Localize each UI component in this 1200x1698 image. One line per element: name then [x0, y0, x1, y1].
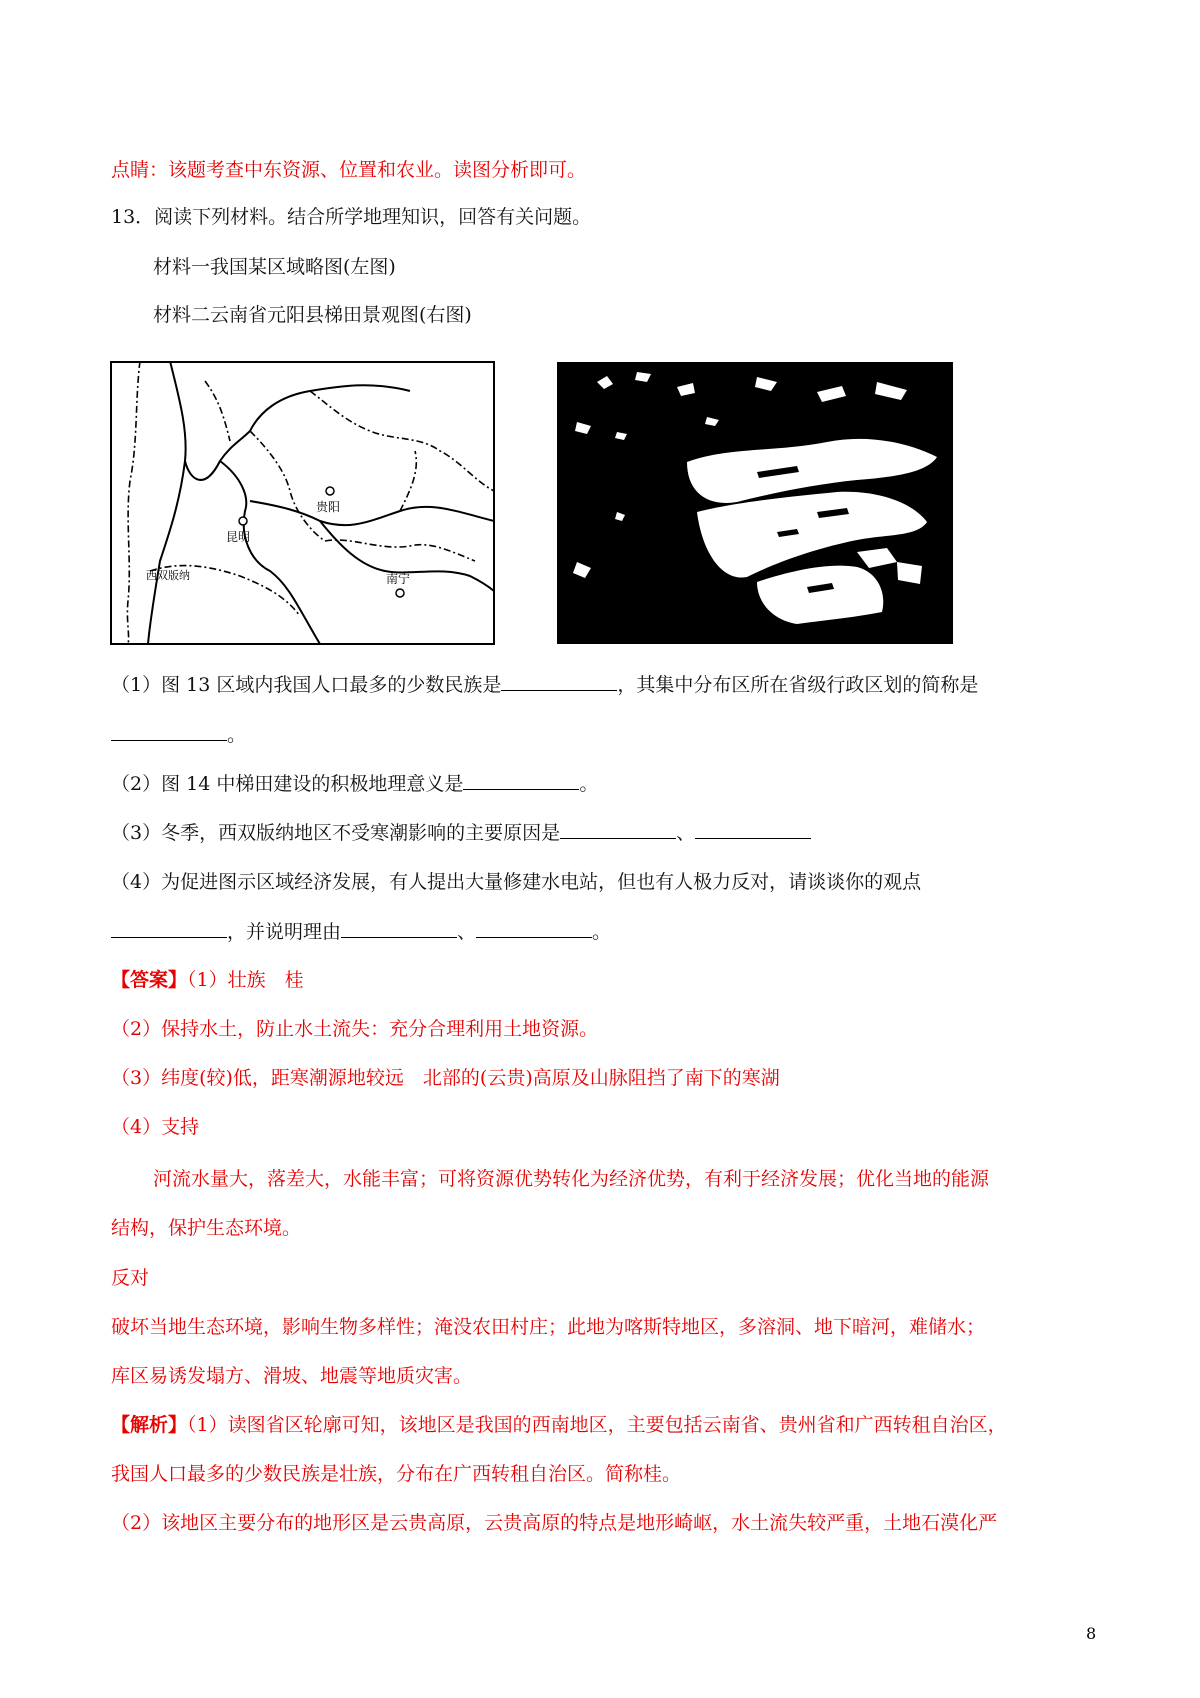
- sub-question-4: （4）为促进图示区域经济发展，有人提出大量修建水电站，但也有人极力反对，请谈谈你的观点: [111, 871, 922, 893]
- material-1: 材料一我国某区域略图(左图): [153, 256, 396, 278]
- answer-support-1: 河流水量大，落差大，水能丰富；可将资源优势转化为经济优势，有利于经济发展；优化当地的能源: [153, 1168, 990, 1190]
- question-13-stem: 13．阅读下列材料。结合所学地理知识，回答有关问题。: [111, 206, 592, 228]
- answer-oppose-2: 库区易诱发塌方、滑坡、地震等地质灾害。: [111, 1365, 473, 1387]
- answer-blank: [463, 771, 579, 790]
- region-map: [110, 361, 495, 645]
- label-kunming: 昆明: [226, 530, 251, 544]
- tip-line: 点睛：该题考查中东资源、位置和农业。读图分析即可。: [111, 159, 587, 181]
- analysis-label: 【解析】: [111, 1414, 188, 1436]
- answer-label: 【答案】: [111, 969, 188, 991]
- answer-line-3: （3）纬度(较)低，距寒潮源地较远 北部的(云贵)高原及山脉阻挡了南下的寒湖: [111, 1067, 780, 1089]
- label-nanning: 南宁: [386, 572, 411, 586]
- answer-blank: [501, 672, 617, 691]
- answer-line-1: 【答案】（1）壮族 桂: [111, 969, 304, 991]
- analysis-line-3: （2）该地区主要分布的地形区是云贵高原，云贵高原的特点是地形崎岖，水土流失较严重，土地石漠化严: [111, 1512, 998, 1534]
- sub-question-4-cont: ，并说明理由 、 。: [111, 919, 611, 945]
- terrace-photo: [557, 362, 953, 644]
- material-2: 材料二云南省元阳县梯田景观图(右图): [153, 304, 472, 326]
- answer-line-2: （2）保持水土，防止水土流失：充分合理利用土地资源。: [111, 1018, 599, 1040]
- answer-blank: [111, 919, 227, 938]
- answer-blank: [560, 820, 676, 839]
- answer-oppose: 反对: [111, 1267, 150, 1289]
- sub-question-1: （1）图 13 区域内我国人口最多的少数民族是 ，其集中分布区所在省级行政区划的简称是: [111, 674, 979, 696]
- sub-question-1-cont: 。: [111, 722, 246, 748]
- sub-question-3: （3）冬季，西双版纳地区不受寒潮影响的主要原因是 、: [111, 820, 811, 846]
- label-xishuangbanna: 西双版纳: [146, 569, 190, 582]
- analysis-line-1: 【解析】（1）读图省区轮廓可知，该地区是我国的西南地区，主要包括云南省、贵州省和广西转租自治区，: [111, 1414, 1007, 1436]
- answer-blank: [695, 820, 811, 839]
- label-guiyang: 贵阳: [316, 500, 341, 514]
- analysis-line-2: 我国人口最多的少数民族是壮族，分布在广西转租自治区。简称桂。: [111, 1463, 682, 1485]
- answer-support-2: 结构，保护生态环境。: [111, 1217, 302, 1239]
- answer-blank: [476, 919, 592, 938]
- answer-line-4: （4）支持: [111, 1116, 200, 1138]
- page-number: 8: [1086, 1624, 1097, 1643]
- answer-blank: [341, 919, 457, 938]
- answer-oppose-1: 破坏当地生态环境，影响生物多样性；淹没农田村庄；此地为喀斯特地区，多溶洞、地下暗河，难储水；: [111, 1316, 986, 1338]
- answer-blank: [111, 722, 227, 741]
- sub-question-2: （2）图 14 中梯田建设的积极地理意义是 。: [111, 773, 599, 795]
